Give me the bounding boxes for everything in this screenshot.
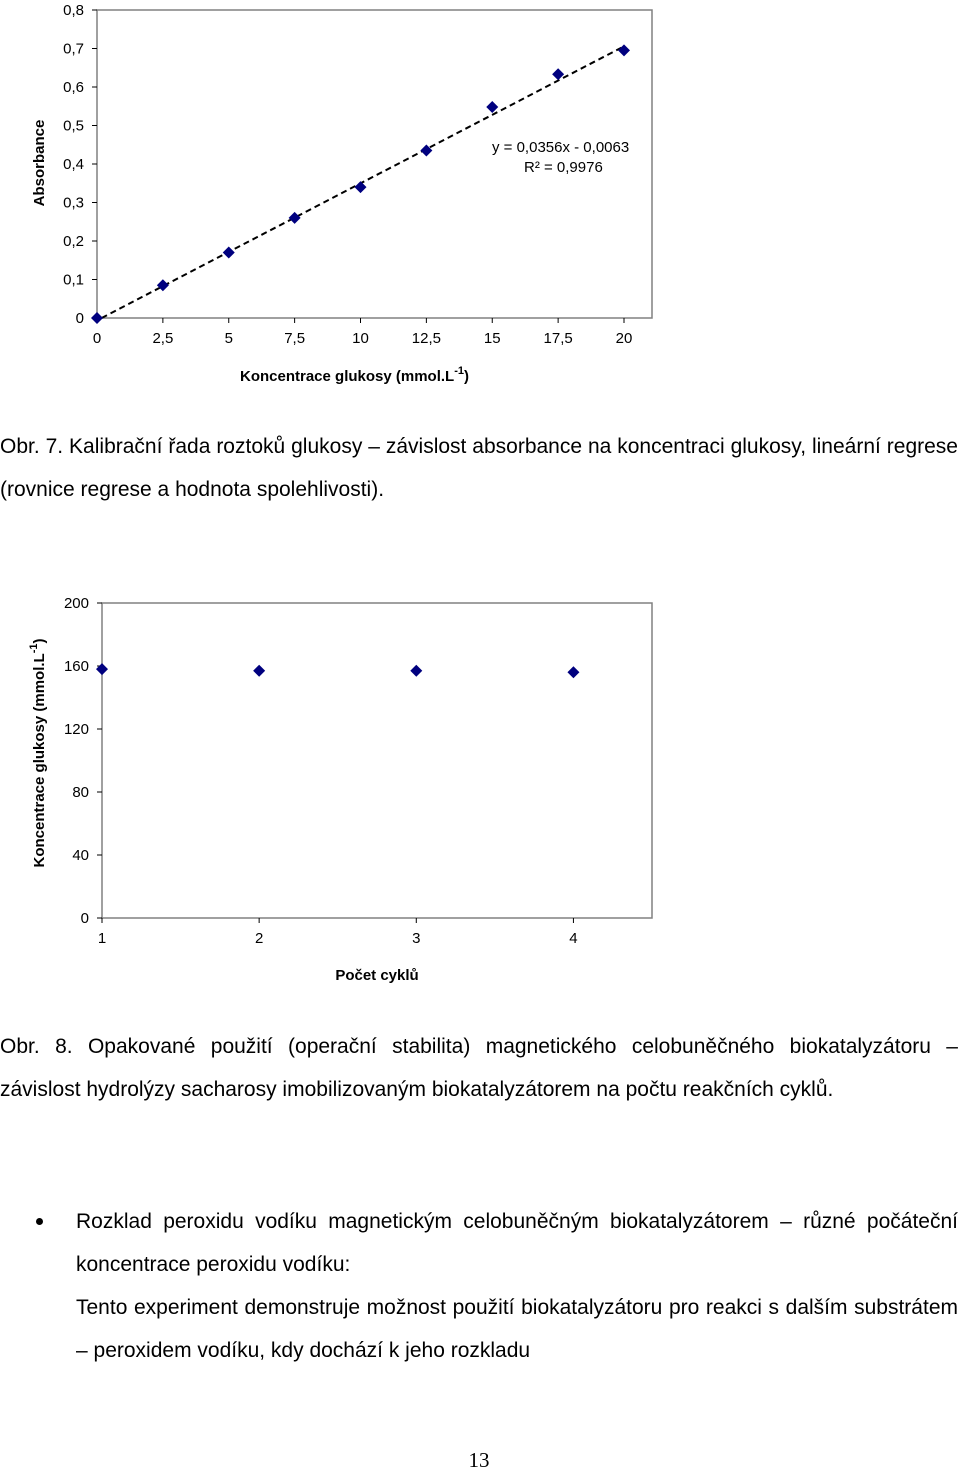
bullet-section [0,1200,958,1372]
operational-stability-chart [0,590,960,990]
figure-7-caption: Obr. 7. Kalibrační řada roztoků glukosy – závislost absorbance na koncentraci glukosy, lineární regrese (rovnice regrese a hodnota spolehlivosti). [0,435,958,501]
x-tick-label: 3 [412,930,421,947]
y-tick-label: 0,6 [63,79,84,96]
x-tick-label: 2 [254,930,264,947]
calibration-chart [0,0,960,395]
y-tick-label: 120 [63,721,89,738]
x-tick-label: 2,5 [152,330,174,347]
y-tick-label: 0,1 [63,271,84,289]
x-tick-label: 4 [569,930,578,947]
figure-8-caption: Obr. 8. Opakované použití (operační stabilita) magnetického celobuněčného biokatalyzátoru – závislost hydrolýzy sacharosy imobilizovaným biokatalyzátorem na počtu reakčních cyklů. [0,1035,958,1101]
r-squared: R² = 0,9976 [524,159,603,176]
y-axis-label: Koncentrace glukosy $(mmol.L^{-1})$ [28,638,48,868]
y-tick-label: 160 [63,658,89,675]
y-tick-label: 0 [75,310,84,327]
x-tick-label: 10 [352,330,369,347]
y-tick-label: 0,8 [63,2,84,19]
y-tick-label: 80 [72,784,89,801]
x-tick-label: 5 [224,330,233,347]
bullet-icon [36,1218,43,1225]
x-tick-label: 1 [97,930,107,947]
x-tick-label: 12,5 [411,330,441,347]
x-tick-label: 20 [615,330,633,347]
y-axis-label: Absorbance [31,119,48,207]
y-tick-label: 0,7 [63,40,84,58]
x-tick-label: 17,5 [543,330,573,347]
y-tick-label: 200 [63,595,89,612]
y-tick-label: 0,3 [63,194,84,212]
y-tick-label: 0 [80,910,89,927]
x-tick-label: 0 [92,330,102,347]
x-tick-label: 7,5 [284,330,306,347]
y-tick-label: 0,5 [63,117,84,135]
y-tick-label: 0,2 [63,233,84,250]
y-tick-label: 40 [72,847,89,864]
bullet-body: Tento experiment demonstruje možnost použití biokatalyzátoru pro reakci s dalším substrátem – peroxidem vodíku, kdy dochází k jeho rozkladu [76,1296,958,1362]
y-tick-label: 0,4 [63,156,84,173]
x-axis-label: Koncentrace glukosy $(mmol.L^{-1})$ [240,365,469,385]
plot-frame [102,603,652,918]
bullet-heading: Rozklad peroxidu vodíku magnetickým celobuněčným biokatalyzátorem – různé počáteční koncentrace peroxidu vodíku: [76,1210,958,1276]
x-tick-label: 15 [483,330,501,347]
regression-equation: y = 0,0356x - 0,0063 [492,139,630,156]
x-axis-label: Počet cyklů [335,967,419,984]
page-number: 13 [468,1448,490,1472]
